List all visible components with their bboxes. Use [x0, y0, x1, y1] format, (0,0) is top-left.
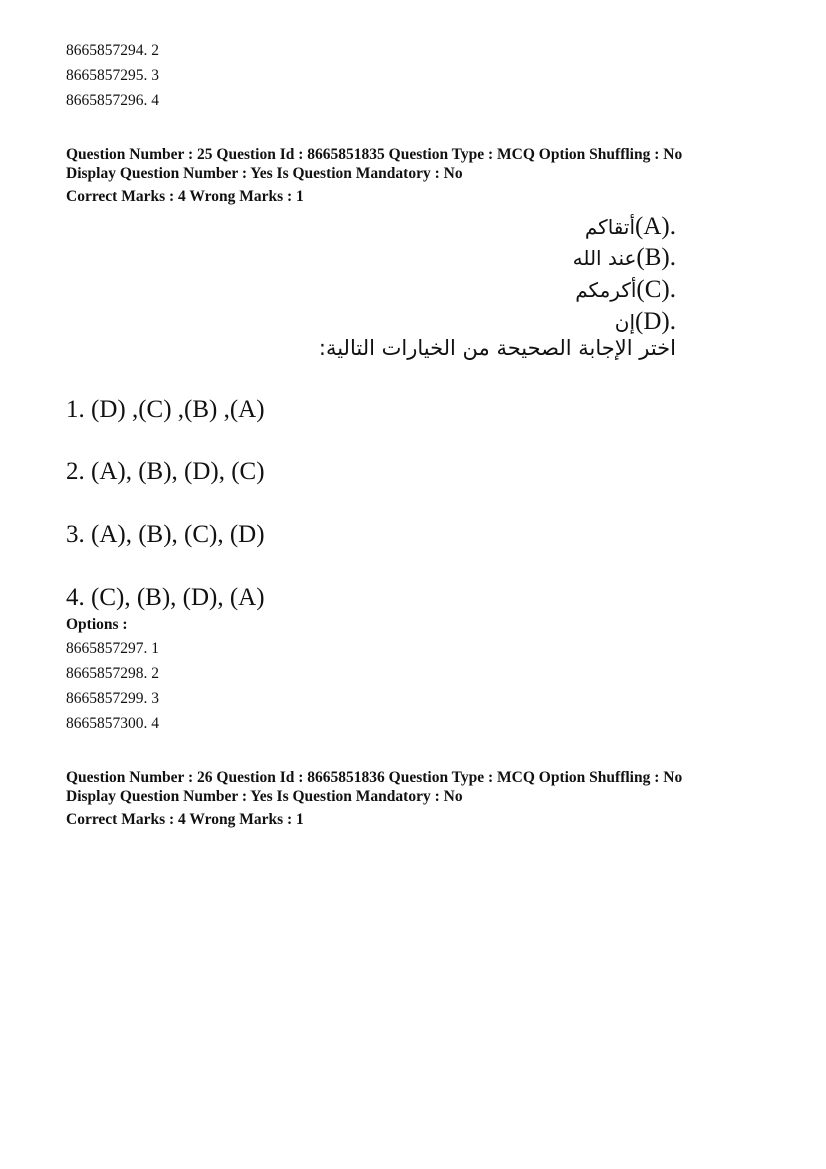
arabic-item-label: (B). [636, 244, 676, 271]
option-id-line: 8665857298. 2 [66, 665, 159, 682]
arabic-item-text: عند الله [572, 246, 637, 270]
question-header: Question Number : 26 Question Id : 8665851836 Question Type : MCQ Option Shuffling : No [66, 769, 683, 786]
option-id-line: 8665857300. 4 [66, 715, 159, 732]
arabic-item-a [585, 214, 676, 239]
answer-choice-2: 2. (A), (B), (D), (C) [66, 458, 265, 485]
option-id-line: 8665857295. 3 [66, 67, 159, 84]
question-marks: Correct Marks : 4 Wrong Marks : 1 [66, 188, 304, 205]
question-header-line2: Display Question Number : Yes Is Question Mandatory : No [66, 165, 463, 182]
question-header: Question Number : 25 Question Id : 8665851835 Question Type : MCQ Option Shuffling : No [66, 146, 683, 163]
question-marks: Correct Marks : 4 Wrong Marks : 1 [66, 811, 304, 828]
answer-choice-4: 4. (C), (B), (D), (A) [66, 584, 265, 611]
arabic-item-text: إن [614, 310, 636, 334]
option-id-line: 8665857297. 1 [66, 640, 159, 657]
arabic-item-b [573, 245, 676, 270]
arabic-item-c [575, 277, 676, 302]
answer-choice-3: 3. (A), (B), (C), (D) [66, 521, 265, 548]
options-label: Options : [66, 616, 128, 633]
answer-choice-1: 1. (D) ,(C) ,(B) ,(A) [66, 396, 265, 423]
arabic-item-label: (C). [636, 276, 676, 303]
arabic-item-label: (A). [635, 213, 676, 240]
arabic-item-d [615, 309, 676, 334]
arabic-item-text: أكرمكم [575, 278, 637, 302]
option-id-line: 8665857296. 4 [66, 92, 159, 109]
arabic-item-text: أتقاكم [584, 215, 636, 239]
option-id-line: 8665857294. 2 [66, 42, 159, 59]
option-id-line: 8665857299. 3 [66, 690, 159, 707]
question-instruction: اختر الإجابة الصحيحة من الخيارات التالية: [318, 336, 676, 360]
question-header-line2: Display Question Number : Yes Is Question Mandatory : No [66, 788, 463, 805]
arabic-item-label: (D). [635, 308, 676, 335]
